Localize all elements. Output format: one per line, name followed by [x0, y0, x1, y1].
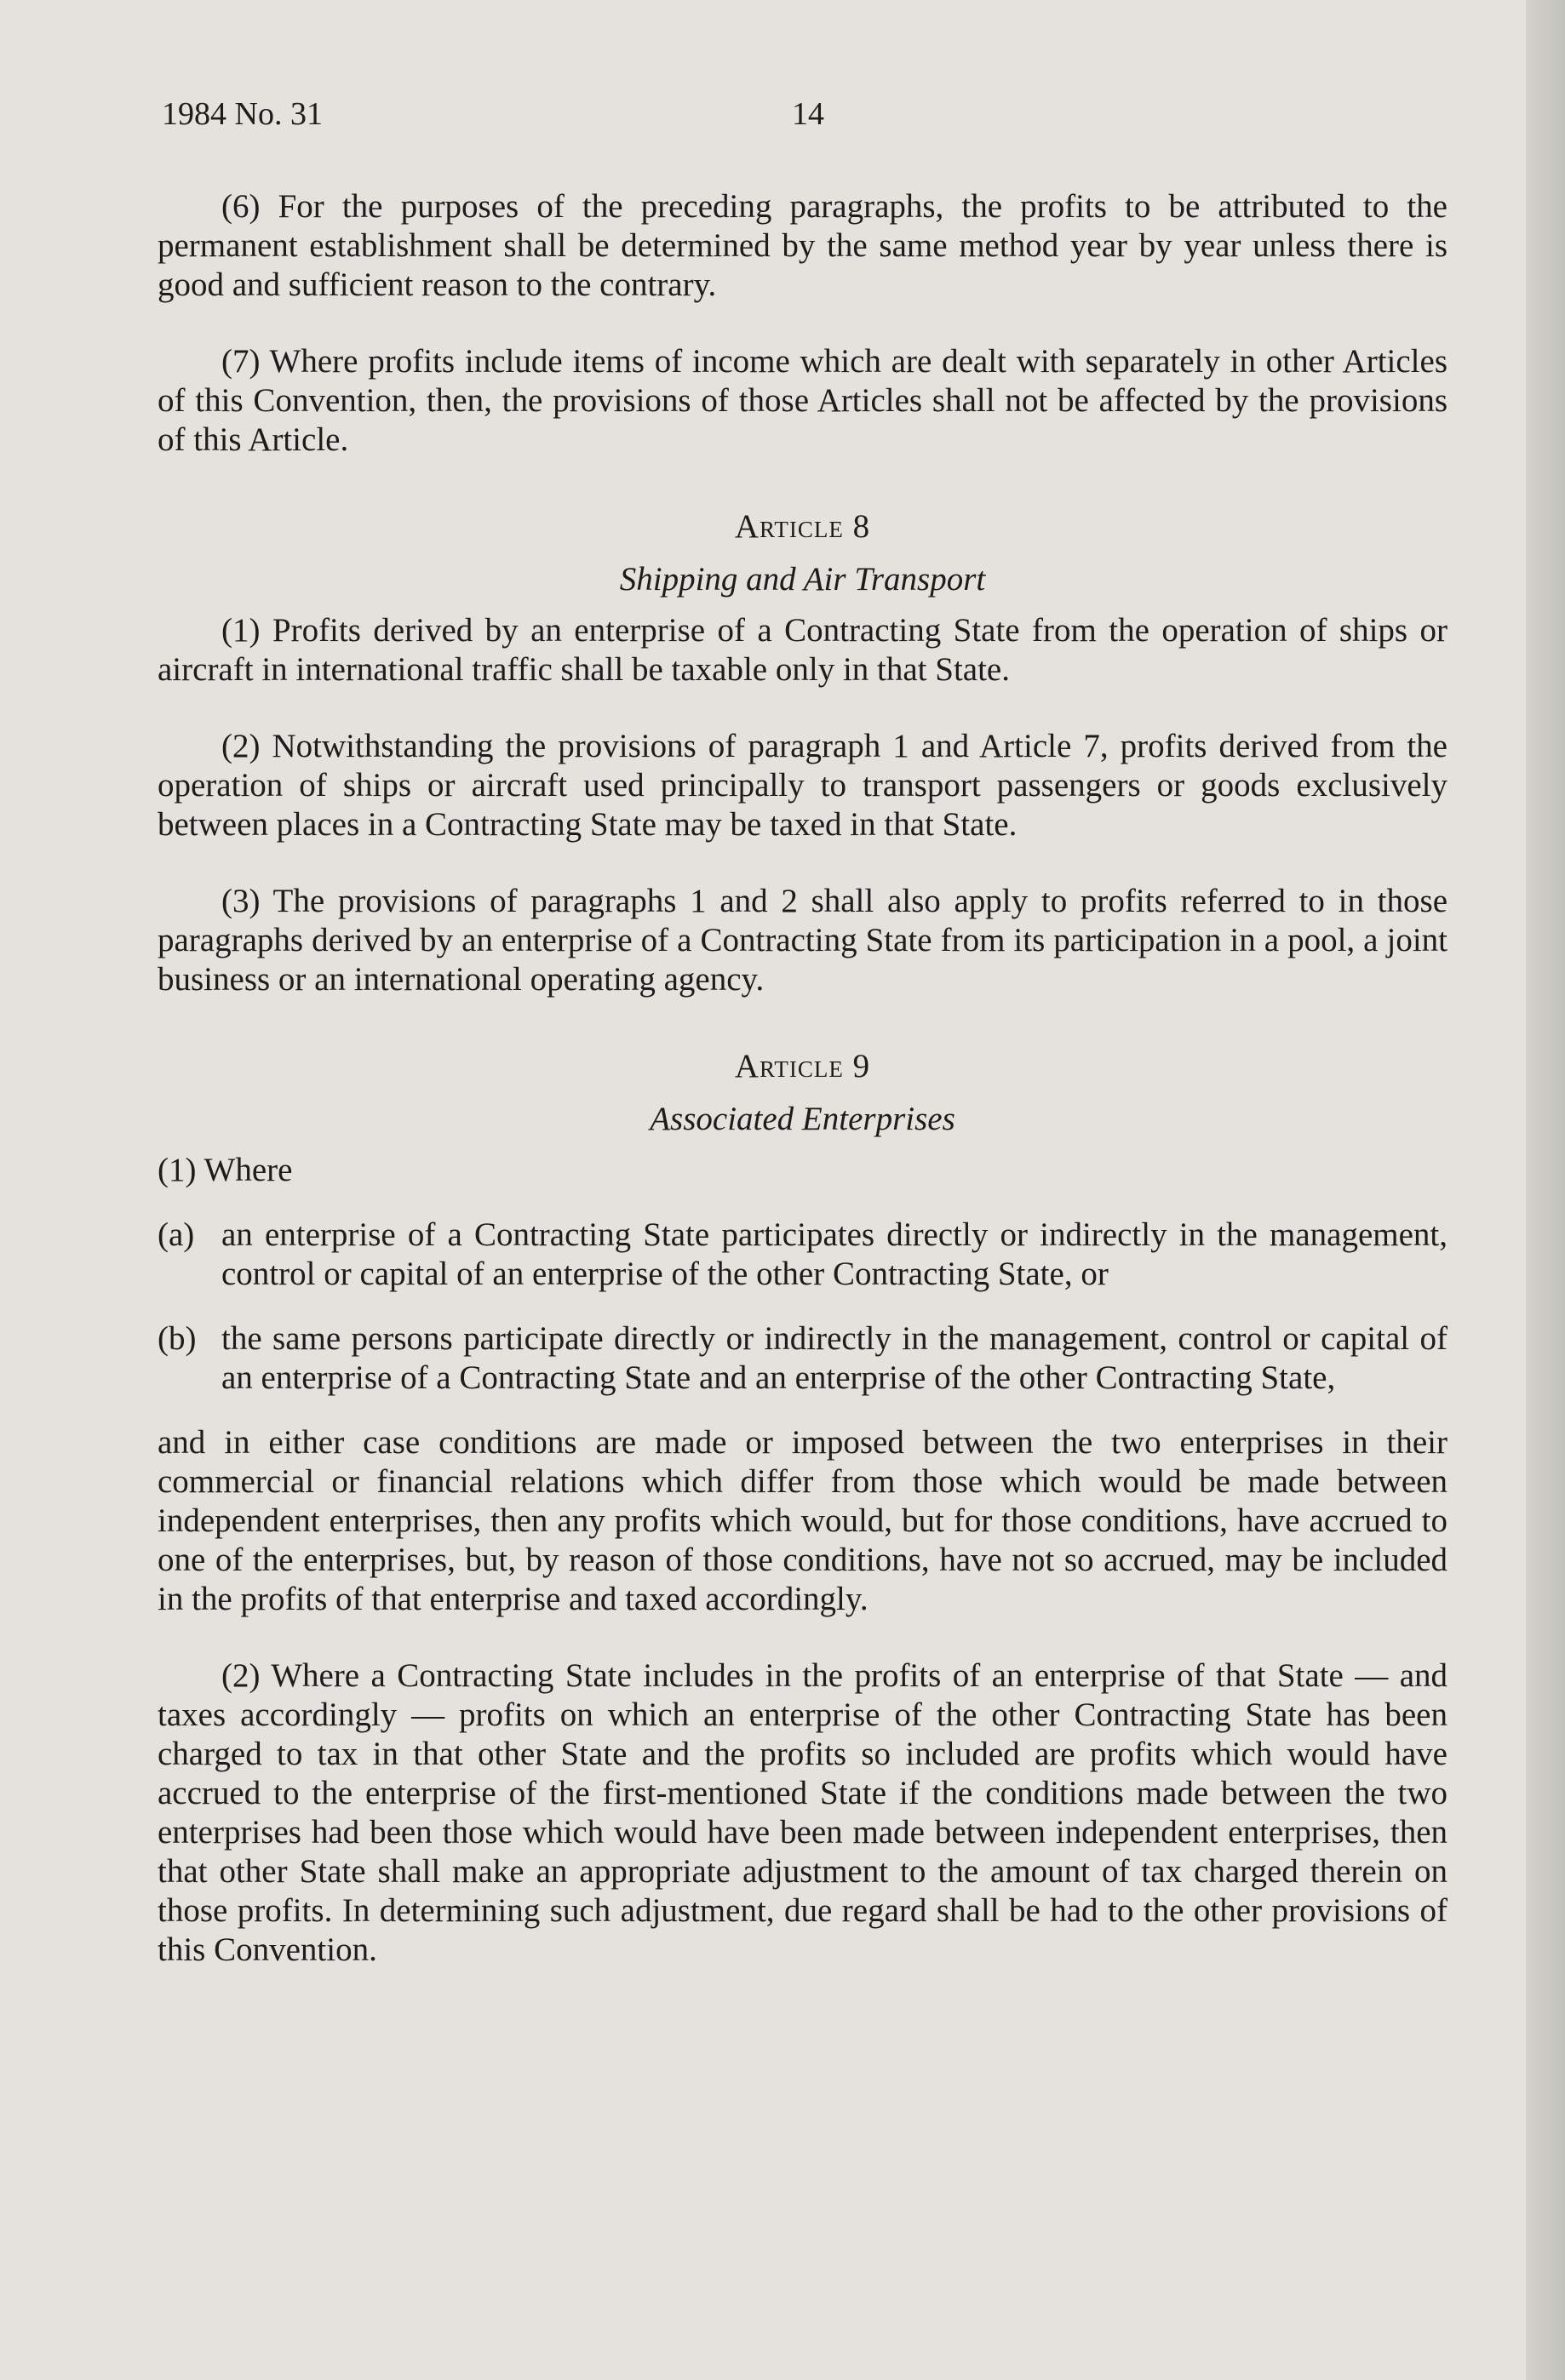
header-year-number: 1984 No. 31 — [162, 96, 323, 132]
paragraph-6: (6) For the purposes of the preceding paragraphs, the profits to be attributed to the permanent establishment shall be determined by the same method year by year unless there is good and sufficient reason to the contrary. — [158, 188, 1447, 303]
body-text — [158, 187, 1447, 2007]
list-item-text: an enterprise of a Contracting State participates directly or indirectly in the management, control or capital of an enterprise of the other Contracting State, or — [221, 1216, 1447, 1292]
page-header — [162, 95, 824, 133]
article-8-paragraph-3: (3) The provisions of paragraphs 1 and 2 shall also apply to profits referred to in those paragraphs derived by an enterprise of a Contracting State from its participation in a pool, a joint business or an international operating agency. — [158, 883, 1447, 998]
article-8-paragraph-2: (2) Notwithstanding the provisions of paragraph 1 and Article 7, profits derived from the operation of ships or aircraft used principally to transport passengers or goods exclusively between places in a Contracting State may be taxed in that State. — [158, 728, 1447, 843]
article-9-continuation: and in either case conditions are made or imposed between the two enterprises in their commercial or financial relations which differ from those which would be made between independent enterprises, then any profits which would, but for those conditions, have accrued to one of the enterprises, but, by reason of those conditions, have not so accrued, may be included in the profits of that enterprise and taxed accordingly. — [158, 1424, 1447, 1617]
list-item — [158, 1319, 1447, 1398]
page-number: 14 — [792, 96, 824, 132]
list-item-label: (a) — [158, 1216, 195, 1253]
list-item — [158, 1216, 1447, 1294]
article-9-title: Associated Enterprises — [650, 1101, 955, 1137]
article-8-heading: Article 8 — [734, 508, 871, 545]
article-8-title: Shipping and Air Transport — [619, 561, 986, 598]
paragraph-7: (7) Where profits include items of income which are dealt with separately in other Articles of this Convention, then, the provisions of those Articles shall not be affected by the provisions of this Article. — [158, 343, 1447, 458]
article-9-where: (1) Where — [158, 1152, 293, 1188]
list-item-label: (b) — [158, 1320, 197, 1357]
list-item-text: the same persons participate directly or indirectly in the management, control or capital of an enterprise of a Contracting State and an enterprise of the other Contracting State, — [221, 1320, 1447, 1396]
page-edge — [1526, 0, 1565, 2380]
article-9-heading: Article 9 — [734, 1048, 871, 1084]
article-8-paragraph-1: (1) Profits derived by an enterprise of a Contracting State from the operation of ships or aircraft in international traffic shall be taxable only in that State. — [158, 612, 1447, 688]
article-9-paragraph-2: (2) Where a Contracting State includes in the profits of an enterprise of that State — and taxes accordingly — profits on which an enterprise of the other Contracting State has been charged to tax in that other State and the profits so included are profits which would have accrued to the enterprise of the first-mentioned State if the conditions made between the two enterprises had been those which would have been made between independent enterprises, then that other State shall make an appropriate adjustment to the amount of tax charged therein on those profits. In determining such adjustment, due regard shall be had to the other provisions of this Convention. — [158, 1657, 1447, 1968]
